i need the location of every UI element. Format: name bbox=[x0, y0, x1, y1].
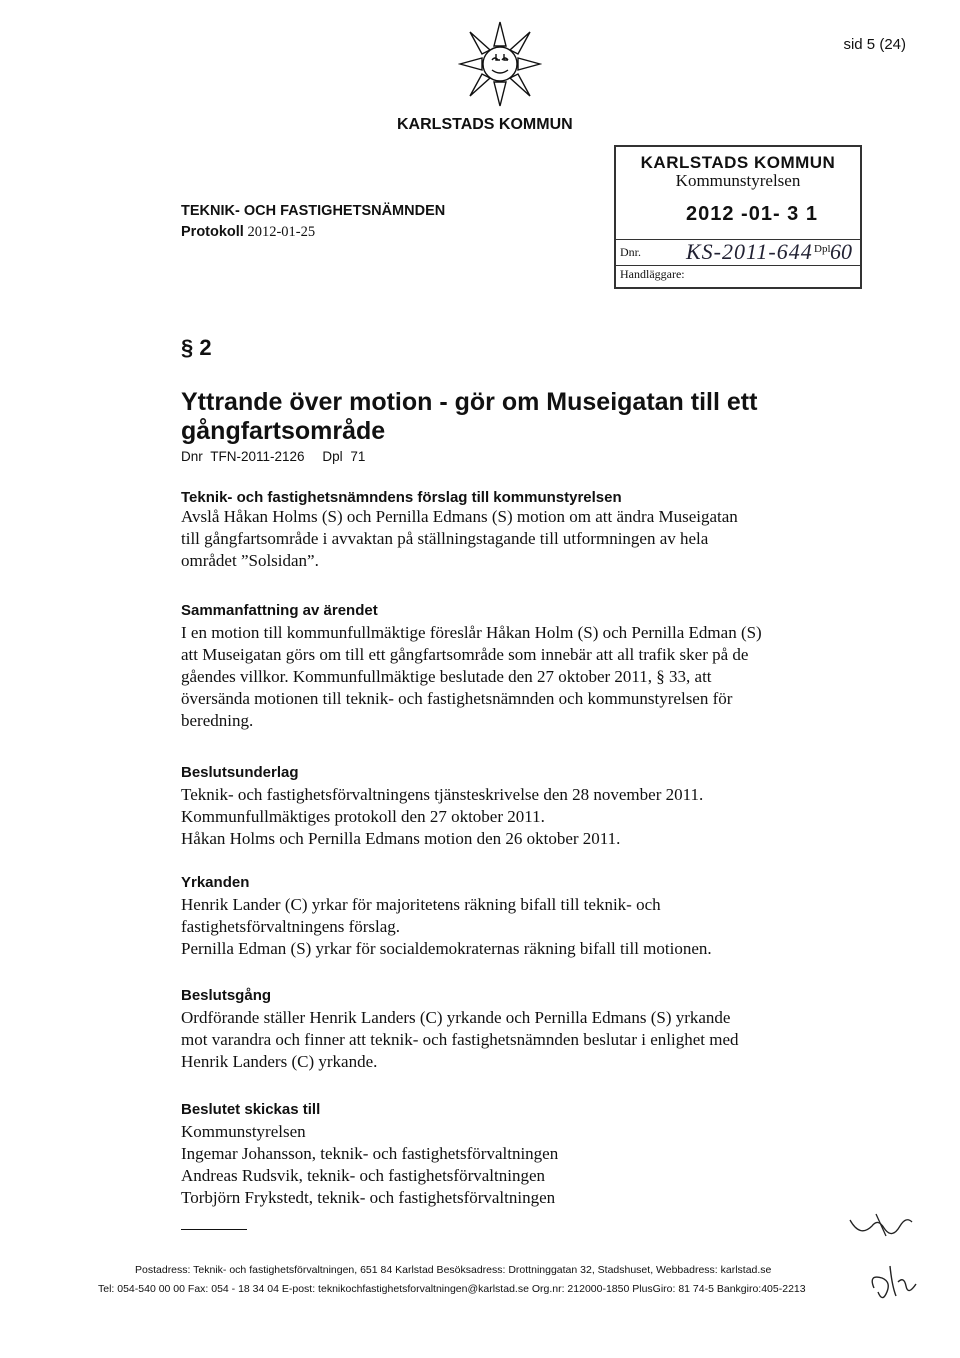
section-heading: Teknik- och fastighetsnämndens förslag till kommunstyrelsen bbox=[181, 489, 622, 506]
stamp-organization: KARLSTADS KOMMUN bbox=[640, 153, 836, 172]
recipient-list bbox=[181, 1121, 801, 1209]
signature bbox=[868, 1262, 918, 1304]
stamp-divider bbox=[616, 265, 860, 266]
text-line: till gångfartsområde i avvaktan på ställningstagande till utformningen av hela bbox=[181, 529, 709, 548]
stamp-handler-label: Handläggare: bbox=[620, 267, 685, 281]
text-line: Avslå Håkan Holms (S) och Pernilla Edmans (S) motion om att ändra Museigatan bbox=[181, 507, 738, 526]
stamp-dpl-label: Dpl bbox=[814, 243, 831, 255]
text-line: Pernilla Edman (S) yrkar för socialdemokraternas räkning bifall till motionen. bbox=[181, 939, 712, 958]
section-heading: Sammanfattning av ärendet bbox=[181, 602, 378, 619]
case-dnr: Dnr TFN-2011-2126 bbox=[181, 449, 305, 464]
committee-name: TEKNIK- OCH FASTIGHETSNÄMNDEN bbox=[181, 203, 446, 219]
basis-section bbox=[181, 764, 801, 850]
stamp-dnr-label: Dnr. bbox=[620, 245, 641, 259]
stamp-unit: Kommunstyrelsen bbox=[675, 171, 801, 190]
list-item: Kommunstyrelsen bbox=[181, 1122, 306, 1141]
stamp-dnr-value: KS-2011-644 bbox=[686, 239, 813, 264]
proposal-section bbox=[181, 489, 801, 572]
paragraph bbox=[181, 506, 801, 572]
organization-name: KARLSTADS KOMMUN bbox=[397, 116, 573, 133]
footer-address: Postadress: Teknik- och fastighetsförvaltningen, 651 84 Karlstad Besöksadress: Drottninggatan 32, Stadshuset, Webbadress: karlstad.se bbox=[135, 1264, 772, 1276]
received-stamp bbox=[614, 145, 862, 289]
list-item: Torbjörn Frykstedt, teknik- och fastighetsförvaltningen bbox=[181, 1188, 556, 1207]
protocol-label: Protokoll bbox=[181, 224, 244, 240]
sun-logo-icon bbox=[458, 18, 542, 110]
recipients-section bbox=[181, 1101, 801, 1209]
text-line: Håkan Holms och Pernilla Edmans motion den 26 oktober 2011. bbox=[181, 829, 621, 848]
text-line: gåendes villkor. Kommunfullmäktige beslutade den 27 oktober 2011, § 33, att bbox=[181, 667, 712, 686]
text-line: beredning. bbox=[181, 711, 254, 730]
text-line: Teknik- och fastighetsförvaltningens tjänsteskrivelse den 28 november 2011. bbox=[181, 785, 704, 804]
text-line: översända motionen till teknik- och fastighetsnämnden och kommunstyrelsen för bbox=[181, 689, 733, 708]
claims-section bbox=[181, 874, 801, 960]
text-line: I en motion till kommunfullmäktige föreslår Håkan Holm (S) och Pernilla Edman (S) bbox=[181, 623, 762, 642]
stamp-date: 2012 -01- 3 1 bbox=[686, 203, 818, 225]
page-number: sid 5 (24) bbox=[843, 36, 906, 53]
list-item: Ingemar Johansson, teknik- och fastighetsförvaltningen bbox=[181, 1144, 559, 1163]
text-line: Henrik Lander (C) yrkar för majoritetens räkning bifall till teknik- och bbox=[181, 895, 661, 914]
footer-rule bbox=[181, 1229, 247, 1230]
footer-contact: Tel: 054-540 00 00 Fax: 054 - 18 34 04 E-post: teknikochfastighetsforvaltningen@karlstad.se Org.nr: 212000-1850 PlusGiro: 81 74-5 Bankgiro:405-2213 bbox=[98, 1283, 806, 1295]
text-line: mot varandra och finner att teknik- och fastighetsnämnden beslutar i enlighet med bbox=[181, 1030, 739, 1049]
section-heading: Yrkanden bbox=[181, 874, 250, 891]
paragraph bbox=[181, 894, 801, 960]
list-item: Andreas Rudsvik, teknik- och fastighetsförvaltningen bbox=[181, 1166, 546, 1185]
section-heading: Beslutsunderlag bbox=[181, 764, 299, 781]
section-heading: Beslutet skickas till bbox=[181, 1101, 321, 1118]
text-line: Ordförande ställer Henrik Landers (C) yrkande och Pernilla Edmans (S) yrkande bbox=[181, 1008, 731, 1027]
text-line: området ”Solsidan”. bbox=[181, 551, 319, 570]
stamp-dpl-value: 60 bbox=[830, 239, 852, 264]
text-line: fastighetsförvaltningens förslag. bbox=[181, 917, 401, 936]
section-number: § 2 bbox=[181, 335, 212, 360]
paragraph bbox=[181, 622, 801, 732]
case-reference bbox=[181, 449, 365, 464]
paragraph bbox=[181, 784, 801, 850]
protocol-date: 2012-01-25 bbox=[247, 224, 316, 240]
protocol-line bbox=[181, 224, 315, 241]
text-line: att Museigatan görs om till ett gångfartsområde som innebär att all trafik sker på de bbox=[181, 645, 749, 664]
section-heading: Beslutsgång bbox=[181, 987, 272, 1004]
initials-mark bbox=[846, 1206, 914, 1242]
summary-section bbox=[181, 602, 801, 732]
text-line: Kommunfullmäktiges protokoll den 27 oktober 2011. bbox=[181, 807, 545, 826]
section-title: Yttrande över motion - gör om Museigatan till ett gångfartsområde bbox=[181, 388, 758, 445]
case-dpl: Dpl 71 bbox=[322, 449, 366, 464]
text-line: Henrik Landers (C) yrkande. bbox=[181, 1052, 378, 1071]
paragraph bbox=[181, 1007, 801, 1073]
procedure-section bbox=[181, 987, 801, 1073]
